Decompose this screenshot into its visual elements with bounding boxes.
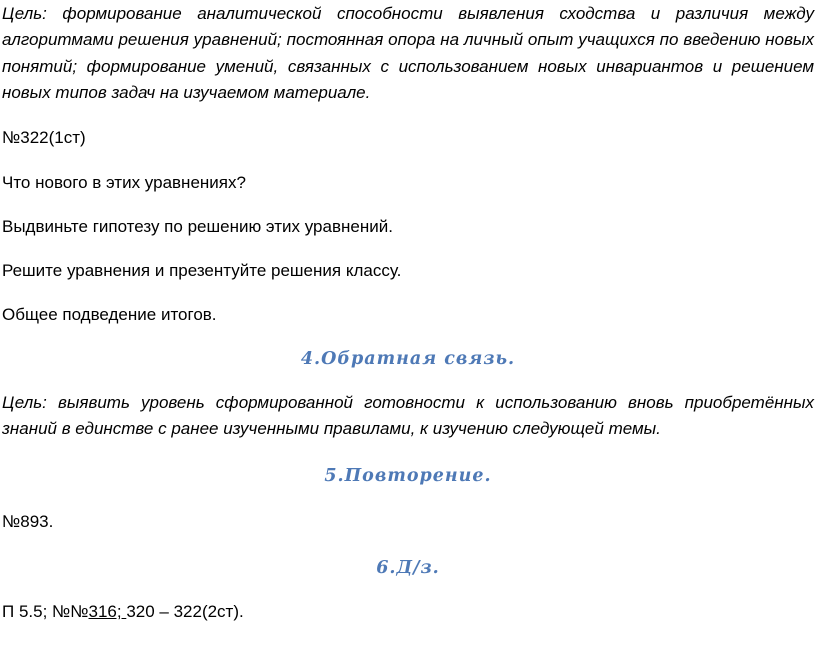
summary-text: Общее подведение итогов. bbox=[2, 305, 217, 324]
homework-prefix: П 5.5; №№ bbox=[2, 602, 89, 621]
task-number-322: №322(1ст) bbox=[2, 128, 86, 147]
task-number-893: №893. bbox=[2, 512, 54, 531]
heading-feedback: 4.Обратная связь. bbox=[300, 349, 516, 369]
solve-text: Решите уравнения и презентуйте решения классу. bbox=[2, 261, 402, 280]
homework-link-316[interactable]: 316; bbox=[88, 602, 127, 621]
section4-goal-text: Цель: выявить уровень сформированной готовности к использованию вновь приобретённых знаний в единстве с ранее изученными правилами, к изучению следующей темы. bbox=[2, 393, 814, 439]
section3-goal-text: Цель: формирование аналитической способности выявления сходства и различия между алгоритмами решения уравнений; постоянная опора на личный опыт учащихся по введению новых понятий; формирование умений, связанных с использованием новых инвариантов и решением новых типов задач на изучаемом материале. bbox=[2, 4, 814, 102]
homework-line bbox=[2, 601, 244, 623]
hypothesis-text: Выдвиньте гипотезу по решению этих уравнений. bbox=[2, 217, 393, 236]
homework-rest: 320 – 322(2ст). bbox=[126, 602, 244, 621]
question-text: Что нового в этих уравнениях? bbox=[2, 173, 246, 192]
heading-repetition: 5.Повторение. bbox=[324, 466, 492, 486]
heading-homework: 6.Д/з. bbox=[376, 558, 440, 578]
